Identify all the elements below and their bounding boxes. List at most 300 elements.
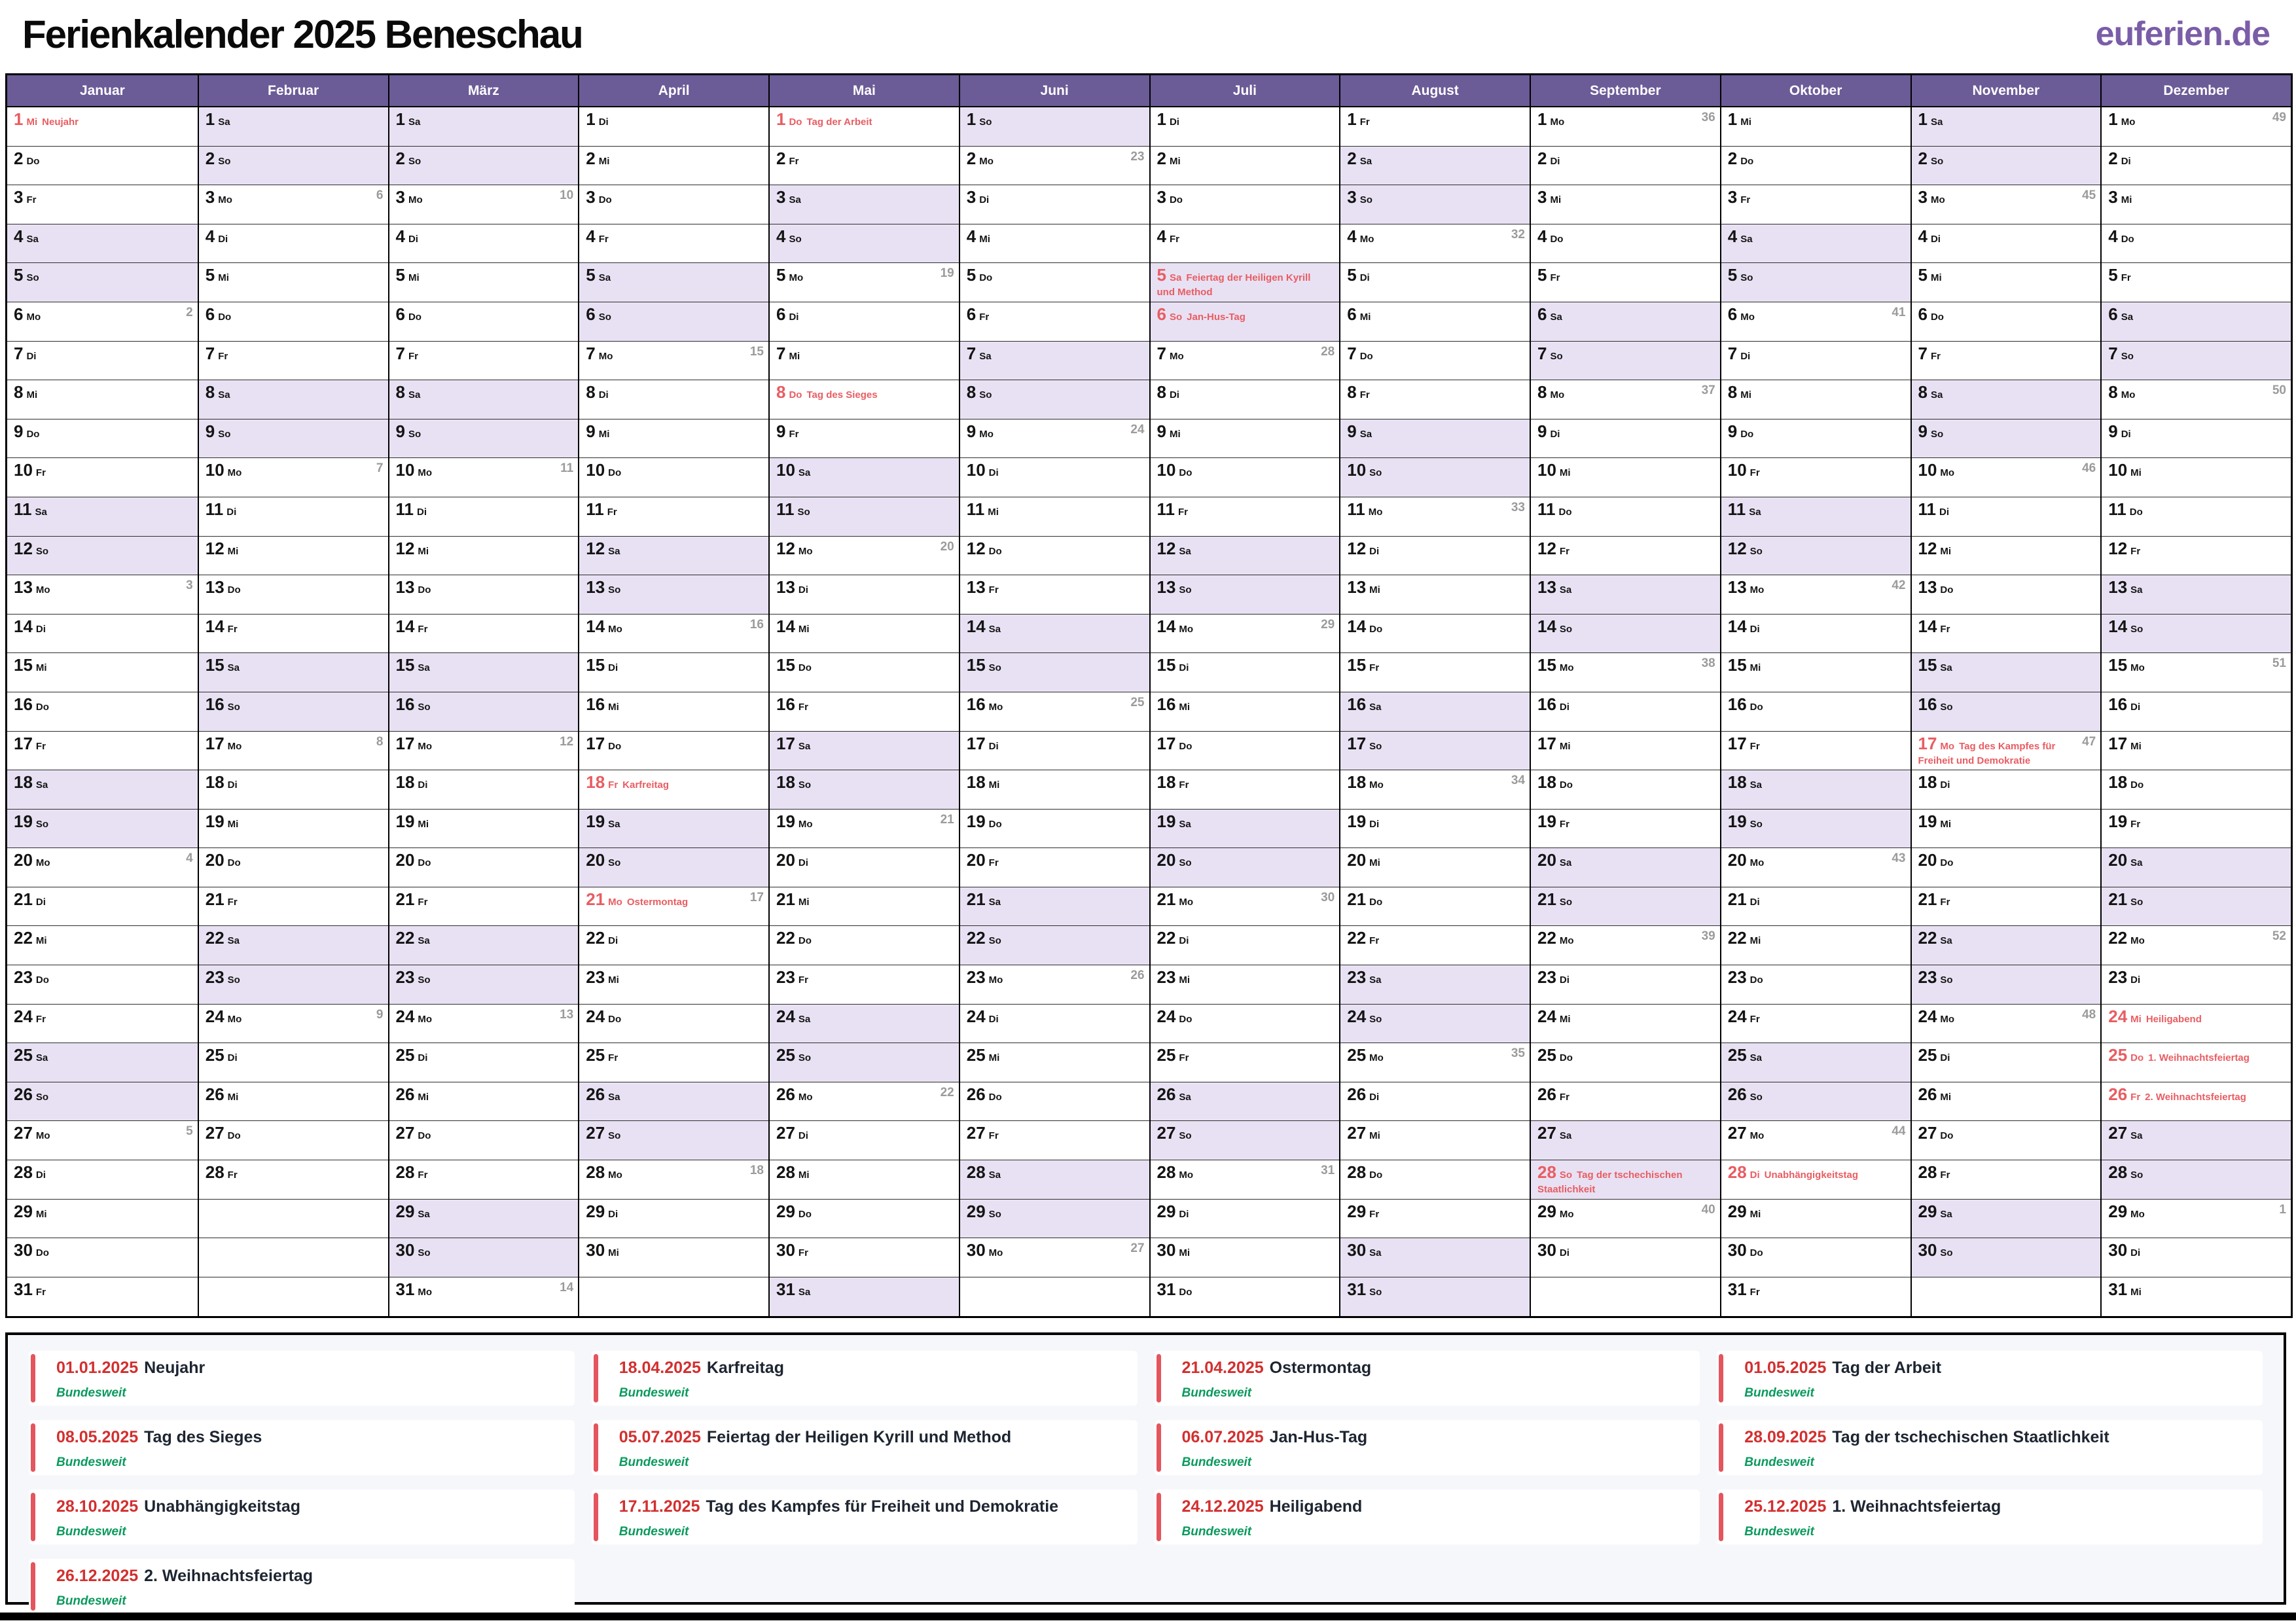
day-cell xyxy=(1912,458,2101,497)
day-number: 12 xyxy=(1727,538,1747,558)
holiday-card-accent-bar xyxy=(594,1354,598,1402)
weekday-label: Fr xyxy=(35,1013,46,1025)
weekday-label: Mi xyxy=(35,662,47,674)
day-cell xyxy=(1151,342,1340,381)
weekday-label: Sa xyxy=(1749,1052,1763,1064)
day-number: 27 xyxy=(966,1123,986,1143)
weekday-label: Di xyxy=(979,194,990,206)
weekday-label: Di xyxy=(226,506,237,518)
weekday-label: So xyxy=(988,662,1001,674)
day-number: 15 xyxy=(14,655,33,675)
weekday-label: Mo xyxy=(418,740,433,752)
weekday-label: Mo xyxy=(798,1091,813,1103)
holiday-date: 06.07.2025 xyxy=(1181,1428,1264,1446)
weekday-label: Fr xyxy=(789,155,799,167)
day-cell xyxy=(1531,965,1720,1005)
weekday-label: Sa xyxy=(1940,662,1952,674)
day-number: 11 xyxy=(1347,499,1365,519)
day-number: 4 xyxy=(1918,226,1928,246)
holiday-date: 08.05.2025 xyxy=(56,1428,139,1446)
day-cell xyxy=(2102,692,2291,732)
day-cell xyxy=(1151,458,1340,497)
weekday-label: Di xyxy=(1550,155,1560,167)
day-cell xyxy=(1721,1200,1910,1239)
weekday-label: Fr xyxy=(227,1169,238,1181)
weekday-label: So xyxy=(1179,584,1192,596)
day-cell xyxy=(1531,615,1720,654)
day-number: 26 xyxy=(1537,1084,1556,1104)
day-cell xyxy=(389,1200,579,1239)
week-number: 35 xyxy=(1511,1046,1525,1061)
day-cell xyxy=(1721,1160,1910,1200)
day-cell xyxy=(2102,1238,2291,1277)
day-number: 9 xyxy=(1727,421,1738,441)
day-cell xyxy=(7,107,198,147)
month-header: August xyxy=(1340,75,1530,107)
weekday-label: Mi xyxy=(798,623,810,635)
day-cell xyxy=(199,887,388,927)
weekday-label: Mi xyxy=(988,506,999,518)
weekday-label: Mi xyxy=(1369,584,1380,596)
weekday-label: Sa xyxy=(2130,584,2143,596)
day-cell xyxy=(770,342,959,381)
day-cell xyxy=(1912,342,2101,381)
weekday-label: Mo xyxy=(979,428,994,440)
day-number: 29 xyxy=(776,1201,795,1221)
day-number: 13 xyxy=(776,577,795,597)
day-number: 14 xyxy=(776,616,795,636)
weekday-label: Sa xyxy=(988,623,1001,635)
day-number: 3 xyxy=(1918,187,1928,207)
day-cell xyxy=(2102,770,2291,810)
day-number: 25 xyxy=(395,1045,415,1065)
day-cell xyxy=(960,1005,1149,1044)
weekday-label: Sa xyxy=(1359,155,1372,167)
weekday-label: Mo xyxy=(1368,506,1383,518)
weekday-label: Fr xyxy=(608,1052,619,1064)
day-cell xyxy=(1912,770,2101,810)
weekday-label: Do xyxy=(1749,974,1763,986)
day-cell xyxy=(389,810,579,849)
day-number: 13 xyxy=(1727,577,1747,597)
week-number: 34 xyxy=(1511,774,1525,788)
weekday-label: Di xyxy=(988,467,999,479)
day-number: 11 xyxy=(1157,499,1175,519)
day-number: 16 xyxy=(1918,694,1937,714)
day-cell xyxy=(1912,302,2101,342)
day-cell xyxy=(960,419,1149,459)
weekday-label: Mo xyxy=(1359,233,1374,245)
day-cell xyxy=(960,1121,1149,1160)
day-number: 29 xyxy=(14,1201,33,1221)
day-cell xyxy=(960,770,1149,810)
day-number: 5 xyxy=(1157,265,1166,285)
day-number: 21 xyxy=(1347,889,1367,909)
weekday-label: Sa xyxy=(1559,857,1572,869)
day-number: 11 xyxy=(395,499,414,519)
day-cell xyxy=(2102,615,2291,654)
day-number: 22 xyxy=(1727,928,1747,948)
week-number: 46 xyxy=(2082,461,2096,476)
day-cell xyxy=(199,380,388,419)
weekday-label: Fr xyxy=(1369,662,1380,674)
day-cell xyxy=(389,497,579,537)
weekday-label: Do xyxy=(1169,194,1183,206)
day-number: 16 xyxy=(1157,694,1176,714)
weekday-label: Sa xyxy=(798,467,811,479)
weekday-label: Do xyxy=(598,194,612,206)
day-number: 9 xyxy=(1537,421,1547,441)
day-number: 24 xyxy=(1537,1006,1556,1026)
weekday-label: Sa xyxy=(608,1091,620,1103)
holiday-label: Jan-Hus-Tag xyxy=(1187,311,1246,323)
day-number: 12 xyxy=(2108,538,2128,558)
day-number: 16 xyxy=(1727,694,1747,714)
day-number: 6 xyxy=(1347,304,1357,324)
weekday-label: Sa xyxy=(418,935,430,947)
day-cell xyxy=(1912,185,2101,224)
day-number: 3 xyxy=(1727,187,1738,207)
day-cell xyxy=(1340,263,1530,302)
weekday-label: Do xyxy=(1740,155,1754,167)
weekday-label: Mo xyxy=(2121,389,2136,401)
day-cell xyxy=(2102,653,2291,692)
holiday-card-accent-bar xyxy=(594,1493,598,1541)
day-cell xyxy=(770,458,959,497)
weekday-label: Do xyxy=(608,1013,622,1025)
weekday-label: Do xyxy=(1749,1247,1763,1259)
day-number: 11 xyxy=(14,499,32,519)
weekday-label: Mo xyxy=(1550,116,1565,128)
week-number: 37 xyxy=(1701,383,1715,398)
day-number: 18 xyxy=(586,772,605,793)
day-number: 21 xyxy=(2108,889,2128,909)
day-cell xyxy=(389,1277,579,1317)
weekday-label: Mo xyxy=(1550,389,1565,401)
holiday-label: Ostermontag xyxy=(626,896,689,908)
day-cell xyxy=(1721,1238,1910,1277)
weekday-label: Di xyxy=(2121,155,2131,167)
day-number: 26 xyxy=(1347,1084,1367,1104)
day-cell xyxy=(579,887,768,927)
holiday-card xyxy=(592,1420,1138,1475)
day-number: 28 xyxy=(966,1162,986,1183)
weekday-label: Do xyxy=(1559,1052,1573,1064)
day-number: 29 xyxy=(395,1201,415,1221)
day-cell xyxy=(7,653,198,692)
day-cell xyxy=(2102,848,2291,887)
day-cell xyxy=(7,419,198,459)
weekday-label: So xyxy=(1359,194,1372,206)
weekday-label: Mo xyxy=(1169,350,1184,362)
month-column xyxy=(7,75,198,1316)
day-cell xyxy=(770,1121,959,1160)
day-number: 15 xyxy=(1157,655,1176,675)
weekday-label: So xyxy=(408,155,422,167)
weekday-label: Do xyxy=(1179,740,1193,752)
day-cell xyxy=(1151,147,1340,186)
holiday-name: Tag des Kampfes für Freiheit und Demokratie xyxy=(706,1497,1059,1516)
day-cell xyxy=(579,458,768,497)
week-number: 45 xyxy=(2082,188,2096,203)
month-header: März xyxy=(389,75,579,107)
week-number: 9 xyxy=(376,1007,384,1022)
day-number: 30 xyxy=(1537,1240,1556,1260)
day-cell xyxy=(1721,1121,1910,1160)
weekday-label: Do xyxy=(26,155,40,167)
weekday-label: Do xyxy=(988,1091,1002,1103)
day-number: 28 xyxy=(586,1162,605,1183)
month-column xyxy=(198,75,388,1316)
day-cell xyxy=(1912,575,2101,615)
weekday-label: Fr xyxy=(798,974,808,986)
day-number: 11 xyxy=(586,499,604,519)
day-number: 2 xyxy=(586,148,596,168)
day-number: 4 xyxy=(1537,226,1547,246)
day-number: 8 xyxy=(1918,382,1928,402)
day-number: 13 xyxy=(14,577,33,597)
day-cell xyxy=(7,537,198,576)
day-cell xyxy=(199,263,388,302)
day-cell xyxy=(1340,1005,1530,1044)
day-number: 23 xyxy=(586,967,605,988)
day-cell xyxy=(389,302,579,342)
day-cell xyxy=(7,302,198,342)
day-number: 19 xyxy=(966,811,986,831)
day-number: 5 xyxy=(1918,265,1928,285)
day-cell xyxy=(1721,1005,1910,1044)
weekday-label: Sa xyxy=(35,1052,48,1064)
week-number: 33 xyxy=(1511,500,1525,514)
day-cell xyxy=(579,732,768,771)
day-number: 28 xyxy=(1537,1162,1556,1183)
holiday-scope: Bundesweit xyxy=(1181,1525,1252,1539)
holiday-scope: Bundesweit xyxy=(619,1386,689,1400)
day-number: 23 xyxy=(205,967,224,988)
week-number: 7 xyxy=(376,461,384,476)
day-cell xyxy=(2102,537,2291,576)
holiday-card xyxy=(29,1559,575,1614)
day-number: 20 xyxy=(1347,850,1367,870)
day-cell xyxy=(1151,1043,1340,1082)
day-number: 9 xyxy=(1918,421,1928,441)
week-number: 50 xyxy=(2272,383,2286,398)
holiday-card-accent-bar xyxy=(1157,1493,1161,1541)
holiday-scope: Bundesweit xyxy=(619,1455,689,1469)
weekday-label: Mo xyxy=(1930,194,1945,206)
day-cell xyxy=(770,147,959,186)
weekday-label: Mi xyxy=(227,545,239,557)
weekday-label: Sa xyxy=(789,194,801,206)
week-number: 16 xyxy=(749,617,764,632)
day-number: 4 xyxy=(1727,226,1738,246)
weekday-label: Do xyxy=(227,1130,241,1142)
weekday-label: Fr xyxy=(1550,272,1560,284)
weekday-label: Mi xyxy=(1749,662,1761,674)
day-number: 20 xyxy=(586,850,605,870)
day-number: 23 xyxy=(776,967,795,988)
day-number: 14 xyxy=(14,616,33,636)
weekday-label: Sa xyxy=(1550,311,1562,323)
day-cell xyxy=(579,1005,768,1044)
weekday-label: Sa xyxy=(26,233,39,245)
day-cell xyxy=(1531,848,1720,887)
weekday-label: Fr xyxy=(608,779,619,791)
day-number: 25 xyxy=(1537,1045,1556,1065)
day-cell xyxy=(1531,1082,1720,1122)
day-number: 16 xyxy=(1347,694,1367,714)
week-number: 31 xyxy=(1321,1164,1335,1178)
weekday-label: So xyxy=(218,428,231,440)
day-cell xyxy=(199,1121,388,1160)
holiday-card-line xyxy=(1744,1359,2255,1378)
weekday-label: Di xyxy=(1169,389,1179,401)
weekday-label: Mo xyxy=(35,857,50,869)
weekday-label: Fr xyxy=(408,350,418,362)
weekday-label: Mo xyxy=(608,623,622,635)
day-number: 24 xyxy=(1347,1006,1367,1026)
day-number: 8 xyxy=(776,382,786,402)
day-cell xyxy=(2102,575,2291,615)
weekday-label: Mo xyxy=(1369,1052,1384,1064)
weekday-label: Do xyxy=(1749,701,1763,713)
weekday-label: Mi xyxy=(227,1091,239,1103)
day-number: 21 xyxy=(586,889,605,909)
day-cell xyxy=(199,732,388,771)
weekday-label: Sa xyxy=(218,116,230,128)
day-cell xyxy=(579,185,768,224)
weekday-label: Mi xyxy=(35,1208,47,1220)
day-number: 3 xyxy=(14,187,24,207)
weekday-label: Fr xyxy=(1749,740,1760,752)
weekday-label: Sa xyxy=(1930,389,1943,401)
day-number: 18 xyxy=(2108,772,2128,793)
weekday-label: Sa xyxy=(1930,116,1943,128)
day-number: 27 xyxy=(586,1123,605,1143)
holiday-card-accent-bar xyxy=(31,1423,35,1472)
day-cell xyxy=(770,1160,959,1200)
day-cell xyxy=(770,1043,959,1082)
holiday-card xyxy=(29,1489,575,1544)
day-cell xyxy=(579,692,768,732)
month-column xyxy=(1910,75,2101,1316)
day-cell xyxy=(1721,575,1910,615)
day-number: 5 xyxy=(776,265,786,285)
day-number: 2 xyxy=(205,148,215,168)
day-cell xyxy=(1721,1277,1910,1317)
day-cell xyxy=(1531,1043,1720,1082)
weekday-label: Mo xyxy=(227,740,242,752)
weekday-label: Di xyxy=(1930,233,1941,245)
weekday-label: Fr xyxy=(1749,467,1760,479)
weekday-label: Di xyxy=(1369,545,1380,557)
day-number: 12 xyxy=(586,538,605,558)
day-cell xyxy=(960,497,1149,537)
month-header: Oktober xyxy=(1721,75,1910,107)
brand-logo[interactable]: euferien.de xyxy=(2095,15,2270,53)
month-header: November xyxy=(1912,75,2101,107)
day-number: 11 xyxy=(1918,499,1936,519)
day-cell xyxy=(1721,848,1910,887)
holiday-card-line xyxy=(619,1428,1130,1447)
day-number: 22 xyxy=(395,928,415,948)
day-cell xyxy=(1531,810,1720,849)
weekday-label: Di xyxy=(988,740,999,752)
weekday-label: So xyxy=(1559,623,1573,635)
day-cell xyxy=(2102,887,2291,927)
day-number: 15 xyxy=(205,655,224,675)
day-number: 28 xyxy=(776,1162,795,1183)
day-cell xyxy=(1340,497,1530,537)
weekday-label: Do xyxy=(1940,1130,1954,1142)
weekday-label: Mi xyxy=(2130,1286,2142,1298)
day-cell xyxy=(7,887,198,927)
day-number: 15 xyxy=(586,655,605,675)
day-cell xyxy=(1531,497,1720,537)
weekday-label: Fr xyxy=(988,1130,999,1142)
day-cell xyxy=(7,732,198,771)
day-cell xyxy=(199,107,388,147)
weekday-label: Di xyxy=(1749,1169,1760,1181)
holiday-card-line xyxy=(56,1497,567,1516)
day-number: 19 xyxy=(1347,811,1367,831)
day-number: 11 xyxy=(205,499,224,519)
weekday-label: Do xyxy=(1559,779,1573,791)
day-number: 7 xyxy=(966,343,977,363)
day-number: 17 xyxy=(1537,733,1556,753)
day-cell xyxy=(770,1005,959,1044)
weekday-label: Di xyxy=(1559,1247,1570,1259)
weekday-label: Do xyxy=(1179,467,1193,479)
day-cell xyxy=(770,848,959,887)
day-number: 25 xyxy=(1157,1045,1176,1065)
legend-grid xyxy=(29,1351,2263,1608)
weekday-label: Mi xyxy=(798,896,810,908)
weekday-label: Fr xyxy=(2130,1091,2141,1103)
day-number: 25 xyxy=(966,1045,986,1065)
day-number: 15 xyxy=(1347,655,1367,675)
day-cell xyxy=(770,615,959,654)
day-cell xyxy=(579,419,768,459)
weekday-label: So xyxy=(1940,974,1953,986)
week-number: 40 xyxy=(1701,1202,1715,1217)
day-cell xyxy=(389,926,579,965)
day-cell xyxy=(1151,537,1340,576)
day-cell xyxy=(199,147,388,186)
weekday-label: Mi xyxy=(218,272,229,284)
holiday-label: Tag der tschechischen Staatlichkeit xyxy=(1537,1169,1683,1196)
weekday-label: Di xyxy=(1740,350,1751,362)
day-number: 3 xyxy=(586,187,596,207)
day-number: 3 xyxy=(1537,187,1547,207)
month-column xyxy=(2100,75,2291,1316)
weekday-label: Fr xyxy=(1740,194,1751,206)
day-cell xyxy=(1721,224,1910,264)
day-cell xyxy=(579,848,768,887)
day-cell xyxy=(7,615,198,654)
day-cell xyxy=(1151,380,1340,419)
day-cell xyxy=(1151,692,1340,732)
weekday-label: Fr xyxy=(1359,116,1370,128)
day-number: 16 xyxy=(205,694,224,714)
day-cell xyxy=(1340,1238,1530,1277)
day-cell xyxy=(1912,615,2101,654)
day-number: 20 xyxy=(2108,850,2128,870)
day-number: 14 xyxy=(1727,616,1747,636)
day-number: 11 xyxy=(776,499,795,519)
day-cell xyxy=(1151,419,1340,459)
day-number: 28 xyxy=(1918,1162,1937,1183)
